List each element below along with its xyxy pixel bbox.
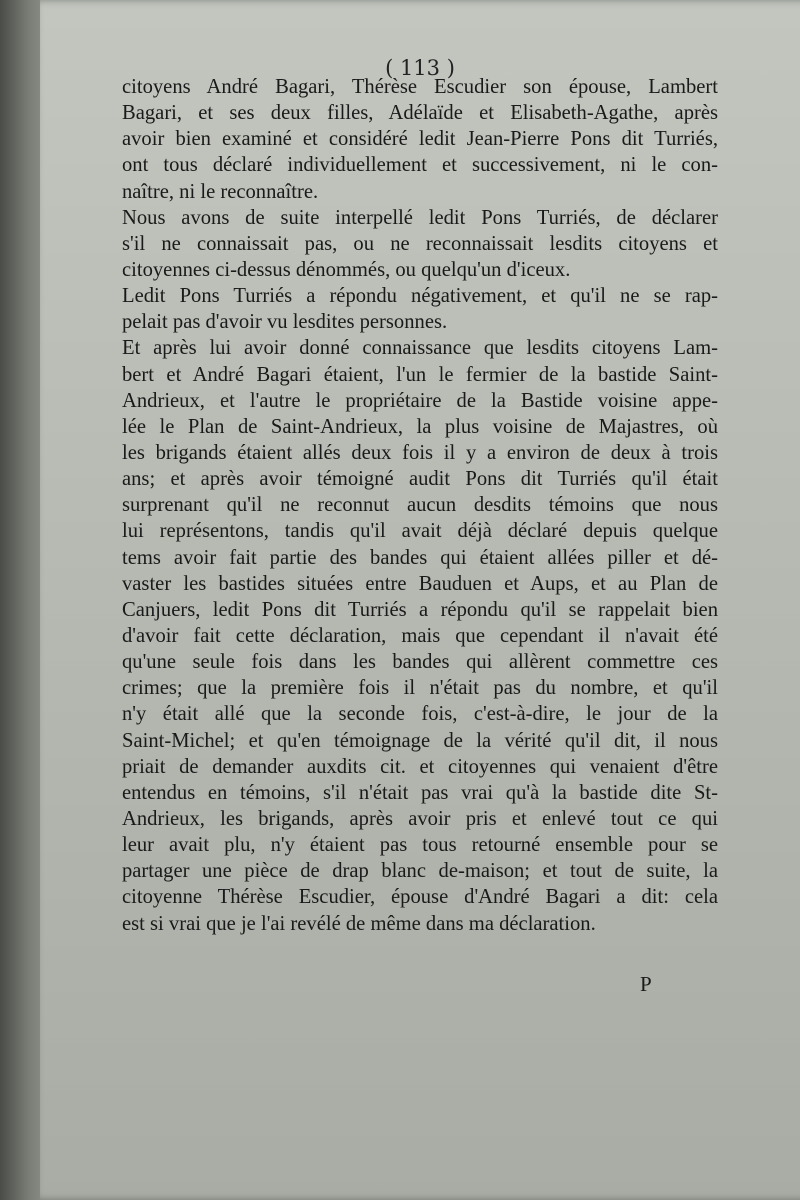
signature-mark: P	[640, 972, 652, 996]
text-line: partager une pièce de drap blanc de-maison; et tout de suite, la	[122, 860, 718, 883]
text-line: Bagari, et ses deux filles, Adélaïde et Elisabeth-Agathe, après	[122, 102, 718, 125]
text-line: bert et André Bagari étaient, l'un le fermier de la bastide Saint-	[122, 363, 718, 386]
text-line: ans; et après avoir témoigné audit Pons dit Turriés qu'il était	[122, 468, 718, 491]
text-line: s'il ne connaissait pas, ou ne reconnaissait lesdits citoyens et	[122, 232, 718, 255]
page-number: ( 113 )	[385, 56, 455, 80]
text-line: Canjuers, ledit Pons dit Turriés a répondu qu'il se rappelait bien	[122, 598, 718, 621]
text-line: avoir bien examiné et considéré ledit Jean-Pierre Pons dit Turriés,	[122, 128, 718, 151]
text-line: lée le Plan de Saint-Andrieux, la plus voisine de Majastres, où	[122, 415, 718, 438]
text-line: les brigands étaient allés deux fois il y a environ de deux à trois	[122, 441, 718, 464]
text-line: leur avait plu, n'y étaient pas tous retourné ensemble pour se	[122, 834, 718, 857]
text-line: vaster les bastides situées entre Bauduen et Aups, et au Plan de	[122, 572, 718, 595]
text-line: priait de demander auxdits cit. et citoyennes qui venaient d'être	[122, 755, 718, 778]
text-line: tems avoir fait partie des bandes qui étaient allées piller et dé-	[122, 546, 718, 569]
text-line: ont tous déclaré individuellement et successivement, ni le con-	[122, 154, 718, 177]
text-line: n'y était allé que la seconde fois, c'est-à-dire, le jour de la	[122, 703, 718, 726]
text-line: Andrieux, les brigands, après avoir pris et enlevé tout ce qui	[122, 807, 718, 830]
text-line: entendus en témoins, s'il n'était pas vrai qu'à la bastide dite St-	[122, 781, 718, 804]
text-line: pelait pas d'avoir vu lesdites personnes.	[122, 311, 448, 334]
text-line: Nous avons de suite interpellé ledit Pons Turriés, de déclarer	[122, 206, 718, 229]
text-line: surprenant qu'il ne reconnut aucun desdits témoins que nous	[122, 494, 718, 517]
text-line: Et après lui avoir donné connaissance que lesdits citoyens Lam-	[122, 337, 718, 360]
text-line: citoyennes ci-dessus dénommés, ou quelqu'un d'iceux.	[122, 258, 571, 281]
text-line: Saint-Michel; et qu'en témoignage de la vérité qu'il dit, il nous	[122, 729, 718, 752]
text-line: Ledit Pons Turriés a répondu négativement, et qu'il ne se rap-	[122, 285, 718, 308]
text-line: crimes; que la première fois il n'était pas du nombre, et qu'il	[122, 677, 718, 700]
text-line: citoyens André Bagari, Thérèse Escudier son épouse, Lambert	[122, 76, 718, 98]
text-line: Andrieux, et l'autre le propriétaire de la Bastide voisine appe-	[122, 389, 718, 412]
text-line: lui représentons, tandis qu'il avait déjà déclaré depuis quelque	[122, 520, 718, 543]
text-line: qu'une seule fois dans les bandes qui allèrent commettre ces	[122, 651, 718, 674]
text-line: citoyenne Thérèse Escudier, épouse d'André Bagari a dit: cela	[122, 886, 718, 909]
text-line: naître, ni le reconnaître.	[122, 180, 319, 203]
body-text	[122, 74, 718, 937]
text-line: est si vrai que je l'ai revélé de même dans ma déclaration.	[122, 912, 596, 935]
text-line: d'avoir fait cette déclaration, mais que cependant il n'avait été	[122, 624, 718, 647]
